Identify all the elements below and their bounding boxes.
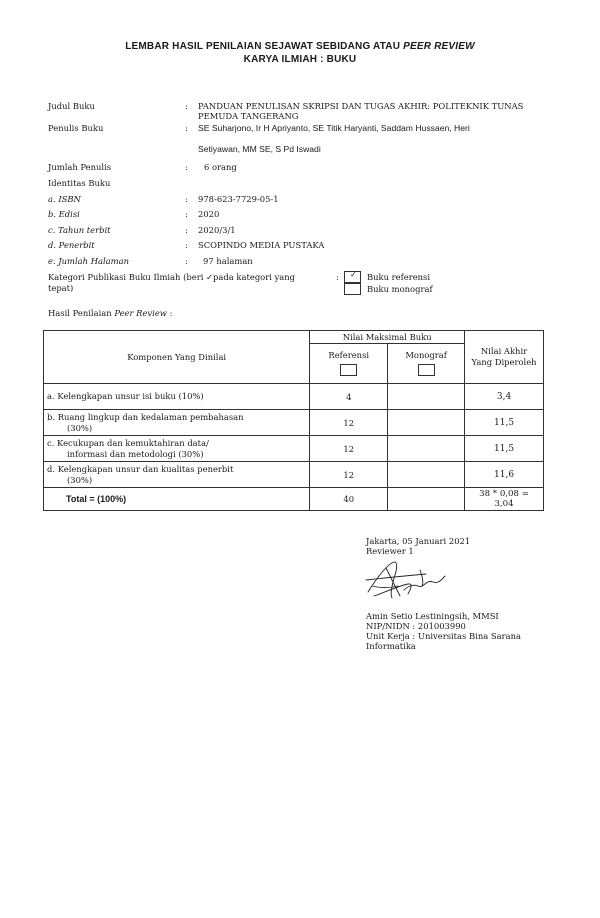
total-label: Total = (100%) xyxy=(44,488,310,511)
final-cell: 11,5 xyxy=(465,410,544,436)
monograf-cell xyxy=(388,462,465,488)
row-text: Kelengkapan unsur dan kualitas penerbit xyxy=(57,463,234,474)
monograf-label: Monograf xyxy=(405,349,447,360)
row-text: Kelengkapan unsur isi buku (10%) xyxy=(57,391,204,401)
monograf-cell xyxy=(388,384,465,410)
reviewer-name: Amin Setio Lestiningsih, MMSI xyxy=(366,611,499,621)
jumlah-halaman-label: e. Jumlah Halaman xyxy=(48,256,129,266)
final-cell: 3,4 xyxy=(465,384,544,410)
table-row xyxy=(44,462,544,488)
component-cell xyxy=(44,462,310,488)
final-cell: 11,5 xyxy=(465,436,544,462)
option-buku-monograf: Buku monograf xyxy=(367,284,433,294)
row-text: Ruang lingkup dan kedalaman pembahasan xyxy=(57,411,244,422)
place-date: Jakarta, 05 Januari 2021 xyxy=(366,536,471,546)
row-letter: d. xyxy=(47,463,56,474)
identitas-buku-label: Identitas Buku xyxy=(48,178,111,188)
reviewer-role: Reviewer 1 xyxy=(366,546,414,556)
row-letter: b. xyxy=(47,411,56,422)
monograf-box xyxy=(418,364,435,376)
penerbit-value: SCOPINDO MEDIA PUSTAKA xyxy=(198,240,325,250)
row-text-2: (30%) xyxy=(67,422,93,433)
isbn-label: a. ISBN xyxy=(48,194,81,204)
table-row xyxy=(44,436,544,462)
document-title xyxy=(0,41,600,52)
penerbit-label: d. Penerbit xyxy=(48,240,95,250)
jumlah-halaman-value: 97 halaman xyxy=(203,256,253,266)
assessment-table xyxy=(43,330,544,511)
referensi-cell: 4 xyxy=(310,384,388,410)
judul-value-1: PANDUAN PENULISAN SKRIPSI DAN TUGAS AKHIR: POLITEKNIK TUNAS xyxy=(198,101,524,111)
colon: : xyxy=(185,101,188,111)
colon: : xyxy=(185,162,188,172)
reviewer-unit-1: Unit Kerja : Universitas Bina Sarana xyxy=(366,631,521,641)
checkbox-buku-monograf[interactable] xyxy=(344,283,361,295)
hasil-suffix: : xyxy=(169,308,173,318)
referensi-cell: 12 xyxy=(310,436,388,462)
total-referensi: 40 xyxy=(310,488,388,511)
jumlah-penulis-value: 6 orang xyxy=(204,162,237,172)
hasil-text: Hasil Penilaian xyxy=(48,308,112,318)
hasil-penilaian-label xyxy=(48,308,172,318)
row-text-2: informasi dan metodologi (30%) xyxy=(67,448,204,459)
referensi-label: Referensi xyxy=(328,349,370,360)
colon: : xyxy=(185,240,188,250)
component-cell xyxy=(44,436,310,462)
isbn-value: 978-623-7729-05-1 xyxy=(198,194,279,204)
colon: : xyxy=(185,225,188,235)
edisi-label: b. Edisi xyxy=(48,209,80,219)
title-text: LEMBAR HASIL PENILAIAN SEJAWAT SEBIDANG ATAU xyxy=(125,41,401,52)
penulis-value-2: Setiyawan, MM SE, S Pd Iswadi xyxy=(198,144,321,154)
option-buku-referensi: Buku referensi xyxy=(367,272,431,282)
referensi-cell: 12 xyxy=(310,462,388,488)
table-row xyxy=(44,384,544,410)
tahun-terbit-value: 2020/3/1 xyxy=(198,225,236,235)
jumlah-penulis-label: Jumlah Penulis xyxy=(48,162,112,172)
colon: : xyxy=(185,123,188,133)
total-monograf xyxy=(388,488,465,511)
row-text-2: (30%) xyxy=(67,474,93,485)
hasil-italic: Peer Review xyxy=(114,308,167,318)
header-referensi xyxy=(310,344,388,384)
row-text: Kecukupan dan kemuktahiran data/ xyxy=(57,437,209,448)
check-mark-icon: ✓ xyxy=(350,270,357,279)
referensi-box xyxy=(340,364,357,376)
colon: : xyxy=(336,272,339,282)
component-cell xyxy=(44,384,310,410)
header-monograf xyxy=(388,344,465,384)
judul-label: Judul Buku xyxy=(48,101,95,111)
header-max-score: Nilai Maksimal Buku xyxy=(310,331,465,344)
monograf-cell xyxy=(388,436,465,462)
total-final-line1: 38 * 0,08 = xyxy=(479,489,529,499)
judul-value-2: PEMUDA TANGERANG xyxy=(198,111,299,121)
title-italic: PEER REVIEW xyxy=(403,41,475,52)
reviewer-nip: NIP/NIDN : 201003990 xyxy=(366,621,466,631)
kategori-label-2: tepat) xyxy=(48,283,74,293)
row-letter: c. xyxy=(47,437,55,448)
colon: : xyxy=(185,256,188,266)
table-row xyxy=(44,410,544,436)
total-final-line2: 3,04 xyxy=(494,499,514,509)
tahun-terbit-label: c. Tahun terbit xyxy=(48,225,111,235)
row-letter: a. xyxy=(47,391,55,401)
component-cell xyxy=(44,410,310,436)
penulis-label: Penulis Buku xyxy=(48,123,104,133)
monograf-cell xyxy=(388,410,465,436)
handwritten-signature xyxy=(364,556,448,604)
referensi-cell: 12 xyxy=(310,410,388,436)
kategori-label-1: Kategori Publikasi Buku Ilmiah (beri ✓pada kategori yang xyxy=(48,272,296,282)
total-row xyxy=(44,488,544,511)
penulis-value-1: SE Suharjono, Ir H Apriyanto, SE Titik Haryanti, Saddam Hussaen, Heri xyxy=(198,123,470,133)
total-final xyxy=(465,488,544,511)
final-cell: 11,6 xyxy=(465,462,544,488)
header-final-score: Nilai Akhir Yang Diperoleh xyxy=(465,331,544,384)
reviewer-unit-2: Informatika xyxy=(366,641,416,651)
colon: : xyxy=(185,209,188,219)
document-subtitle: KARYA ILMIAH : BUKU xyxy=(243,54,357,65)
colon: : xyxy=(185,194,188,204)
edisi-value: 2020 xyxy=(198,209,220,219)
header-component: Komponen Yang Dinilai xyxy=(44,331,310,384)
